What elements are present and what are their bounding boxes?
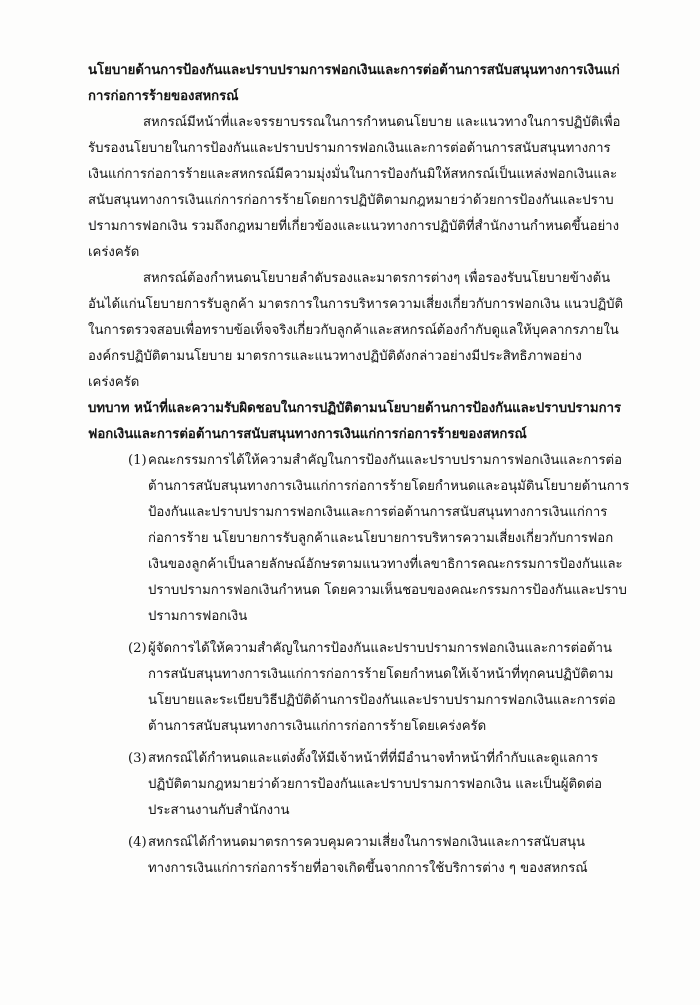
- responsibility-list: [88, 448, 630, 882]
- list-item-text: คณะกรรมการได้ให้ความสำคัญในการป้องกันและปราบปรามการฟอกเงินและการต่อต้านการสนับสนุนทางการเงินแก่การก่อการร้ายโดยกำหนดและอนุมัตินโยบายด้านการป้องกันและปราบปรามการฟอกเงินและการต่อต้านการสนับสนุนทางการเงินแก่การก่อการร้าย นโยบายการรับลูกค้าและนโยบายการบริหารความเสี่ยงเกี่ยวกับการฟอกเงินของลูกค้าเป็นลายลักษณ์อักษรตามแนวทางที่เลขาธิการคณะกรรมการป้องกันและปราบปรามการฟอกเงินกำหนด โดยความเห็นชอบของคณะกรรมการป้องกันและปราบปรามการฟอกเงิน: [148, 453, 630, 624]
- list-item: [88, 830, 630, 882]
- list-item-number: (4): [128, 835, 147, 850]
- paragraph-sub-policies: สหกรณ์ต้องกำหนดนโยบายลำดับรองและมาตรการต่างๆ เพื่อรองรับนโยบายข้างต้น อันได้แก่นโยบายการรับลูกค้า มาตรการในการบริหารความเสี่ยงเกี่ยวกับการฟอกเงิน แนวปฏิบัติในการตรวจสอบเพื่อทราบข้อเท็จจริงเกี่ยวกับลูกค้าและสหกรณ์ต้องกำกับดูแลให้บุคลากรภายในองค์กรปฏิบัติตามนโยบาย มาตรการและแนวทางปฏิบัติดังกล่าวอย่างมีประสิทธิภาพอย่างเคร่งครัด: [88, 271, 624, 390]
- list-item: [88, 448, 630, 630]
- list-item-text: ผู้จัดการได้ให้ความสำคัญในการป้องกันและปราบปรามการฟอกเงินและการต่อต้านการสนับสนุนทางการเงินแก่การก่อการร้ายโดยกำหนดให้เจ้าหน้าที่ทุกคนปฏิบัติตามนโยบายและระเบียบวิธีปฏิบัติด้านการป้องกันและปราบปรามการฟอกเงินและการต่อต้านการสนับสนุนทางการเงินแก่การก่อการร้ายโดยเคร่งครัด: [148, 641, 616, 734]
- list-item: [88, 636, 630, 740]
- list-item-number: (1): [128, 453, 147, 468]
- list-item-number: (3): [128, 751, 147, 766]
- list-item-text: สหกรณ์ได้กำหนดมาตรการควบคุมความเสี่ยงในการฟอกเงินและการสนับสนุนทางการเงินแก่การก่อการร้ายที่อาจเกิดขึ้นจากการใช้บริการต่าง ๆ ของสหกรณ์: [148, 835, 588, 876]
- list-item-number: (2): [128, 641, 147, 656]
- list-item: [88, 746, 630, 824]
- section-heading-policy: นโยบายด้านการป้องกันและปราบปรามการฟอกเงินและการต่อต้านการสนับสนุนทางการเงินแก่การก่อการร้ายของสหกรณ์: [88, 63, 620, 104]
- section-heading-roles: บทบาท หน้าที่และความรับผิดชอบในการปฏิบัติตามนโยบายด้านการป้องกันและปราบปรามการฟอกเงินและการต่อต้านการสนับสนุนทางการเงินแก่การก่อการร้ายของสหกรณ์: [88, 401, 622, 442]
- list-item-text: สหกรณ์ได้กำหนดและแต่งตั้งให้มีเจ้าหน้าที่ที่มีอำนาจทำหน้าที่กำกับและดูแลการปฏิบัติตามกฎหมายว่าด้วยการป้องกันและปราบปรามการฟอกเงิน และเป็นผู้ติดต่อประสานงานกับสำนักงาน: [148, 751, 603, 818]
- paragraph-policy-duty: สหกรณ์มีหน้าที่และจรรยาบรรณในการกำหนดนโยบาย และแนวทางในการปฏิบัติเพื่อรับรองนโยบายในการป้องกันและปราบปรามการฟอกเงินและการต่อต้านการสนับสนุนทางการเงินแก่การก่อการร้ายและสหกรณ์มีความมุ่งมั่นในการป้องกันมิให้สหกรณ์เป็นแหล่งฟอกเงินและสนับสนุนทางการเงินแก่การก่อการร้ายโดยการปฏิบัติตามกฎหมายว่าด้วยการป้องกันและปราบปรามการฟอกเงิน รวมถึงกฎหมายที่เกี่ยวข้องและแนวทางการปฏิบัติที่สำนักงานกำหนดขึ้นอย่างเคร่งครัด: [88, 115, 621, 260]
